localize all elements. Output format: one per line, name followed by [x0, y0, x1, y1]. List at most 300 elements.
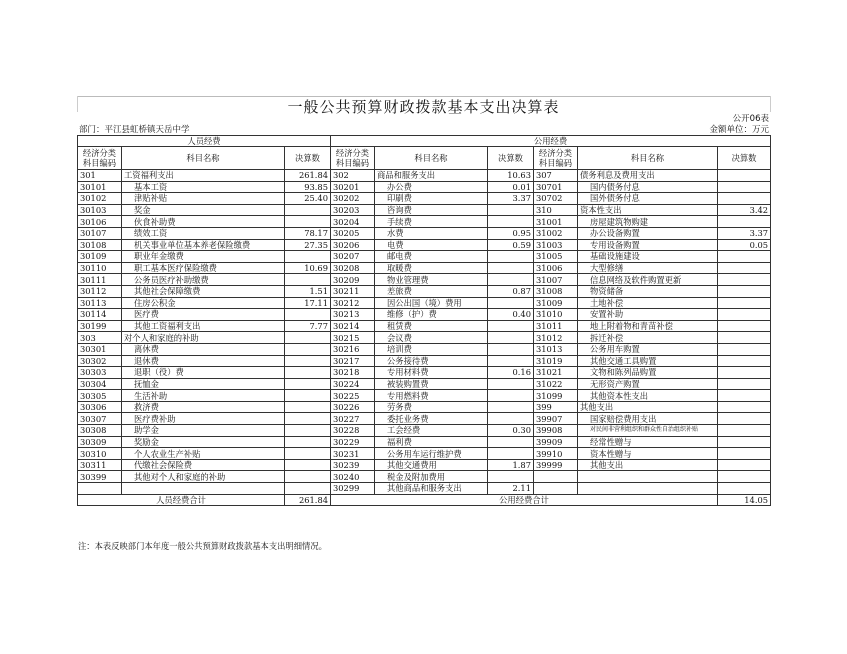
cell-amount: 1.51 [285, 285, 331, 297]
cell-name: 工资福利支出 [122, 170, 285, 182]
header-amount: 决算数 [285, 147, 331, 170]
cell-amount [718, 193, 771, 205]
cell-name: 对个人和家庭的补助 [122, 332, 285, 344]
cell-code: 30107 [78, 227, 122, 239]
table-row [78, 320, 771, 332]
cell-code: 30213 [331, 309, 375, 321]
cell-amount [488, 216, 534, 228]
cell-name: 债务利息及费用支出 [578, 170, 718, 182]
cell-name: 资本性赠与 [578, 448, 718, 460]
cell-code: 30227 [331, 413, 375, 425]
cell-code: 31001 [534, 216, 578, 228]
cell-code: 30307 [78, 413, 122, 425]
cell-code: 30311 [78, 459, 122, 471]
cell-code: 310 [534, 204, 578, 216]
cell-code: 30226 [331, 401, 375, 413]
cell-amount: 3.42 [718, 204, 771, 216]
cell-amount [488, 436, 534, 448]
cell-code: 30301 [78, 343, 122, 355]
cell-amount [718, 436, 771, 448]
cell-amount [285, 204, 331, 216]
cell-code: 30225 [331, 390, 375, 402]
cell-amount [488, 251, 534, 263]
cell-name: 国家赔偿费用支出 [578, 413, 718, 425]
cell-name: 住房公积金 [122, 297, 285, 309]
cell-name [578, 471, 718, 483]
cell-name: 信息网络及软件购置更新 [578, 274, 718, 286]
cell-name: 无形资产购置 [578, 378, 718, 390]
cell-name: 专用燃料费 [375, 390, 488, 402]
cell-code: 31002 [534, 227, 578, 239]
table-row [78, 262, 771, 274]
cell-code: 31021 [534, 367, 578, 379]
table-row [78, 297, 771, 309]
cell-name: 水费 [375, 227, 488, 239]
cell-name: 基本工资 [122, 181, 285, 193]
cell-code: 30199 [78, 320, 122, 332]
cell-amount [285, 483, 331, 495]
cell-amount [285, 378, 331, 390]
cell-name: 专用材料费 [375, 367, 488, 379]
cell-name: 离休费 [122, 343, 285, 355]
table-row [78, 332, 771, 344]
table-row [78, 401, 771, 413]
cell-amount [718, 425, 771, 437]
cell-name: 其他支出 [578, 401, 718, 413]
cell-code: 30111 [78, 274, 122, 286]
table-row [78, 483, 771, 495]
cell-name: 租赁费 [375, 320, 488, 332]
header-code: 经济分类 科目编码 [78, 147, 122, 170]
section-public: 公用经费 [331, 136, 771, 147]
cell-code: 30306 [78, 401, 122, 413]
cell-name: 医疗费 [122, 309, 285, 321]
cell-name: 会议费 [375, 332, 488, 344]
unit-label: 金额单位：万元 [709, 125, 769, 135]
cell-name: 国外债务付息 [578, 193, 718, 205]
cell-amount [488, 401, 534, 413]
cell-amount [488, 390, 534, 402]
cell-amount: 93.85 [285, 181, 331, 193]
cell-code: 30214 [331, 320, 375, 332]
header-amount: 决算数 [488, 147, 534, 170]
cell-name: 手续费 [375, 216, 488, 228]
page-title: 一般公共预算财政拨款基本支出决算表 [287, 98, 560, 116]
cell-name: 退职（役）费 [122, 367, 285, 379]
cell-code: 30212 [331, 297, 375, 309]
cell-name: 咨询费 [375, 204, 488, 216]
cell-amount [718, 343, 771, 355]
cell-code: 30110 [78, 262, 122, 274]
table-row [78, 378, 771, 390]
table-row [78, 471, 771, 483]
cell-name: 绩效工资 [122, 227, 285, 239]
cell-amount [718, 459, 771, 471]
cell-name: 基础设施建设 [578, 251, 718, 263]
table-row [78, 343, 771, 355]
cell-amount: 0.40 [488, 309, 534, 321]
cell-name: 专用设备购置 [578, 239, 718, 251]
cell-name: 津贴补贴 [122, 193, 285, 205]
table-row [78, 181, 771, 193]
cell-amount [718, 483, 771, 495]
grid-line [770, 96, 771, 112]
cell-name: 福利费 [375, 436, 488, 448]
cell-amount: 25.40 [285, 193, 331, 205]
cell-code: 31011 [534, 320, 578, 332]
cell-code: 31006 [534, 262, 578, 274]
cell-amount [718, 413, 771, 425]
header-amount: 决算数 [718, 147, 771, 170]
cell-amount [488, 320, 534, 332]
cell-code: 30310 [78, 448, 122, 460]
cell-code: 30302 [78, 355, 122, 367]
table-row [78, 425, 771, 437]
cell-amount [488, 413, 534, 425]
cell-code: 31019 [534, 355, 578, 367]
cell-code: 30112 [78, 285, 122, 297]
public-total-label: 公用经费合计 [331, 494, 718, 506]
cell-name: 奖金 [122, 204, 285, 216]
table-row [78, 448, 771, 460]
cell-amount [718, 401, 771, 413]
cell-code: 30103 [78, 204, 122, 216]
cell-name: 伙食补助费 [122, 216, 285, 228]
cell-amount [285, 274, 331, 286]
cell-amount [285, 251, 331, 263]
personnel-total-label: 人员经费合计 [78, 494, 285, 506]
cell-code: 31007 [534, 274, 578, 286]
cell-code: 30102 [78, 193, 122, 205]
table-row [78, 413, 771, 425]
cell-name: 土地补偿 [578, 297, 718, 309]
cell-code: 30106 [78, 216, 122, 228]
cell-name: 公务接待费 [375, 355, 488, 367]
cell-name: 其他社会保障缴费 [122, 285, 285, 297]
cell-code: 30216 [331, 343, 375, 355]
table-row [78, 459, 771, 471]
table-row [78, 390, 771, 402]
cell-code: 30114 [78, 309, 122, 321]
cell-amount: 78.17 [285, 227, 331, 239]
cell-name: 机关事业单位基本养老保险缴费 [122, 239, 285, 251]
cell-name: 其他支出 [578, 459, 718, 471]
cell-amount [718, 448, 771, 460]
cell-code: 30299 [331, 483, 375, 495]
cell-code [78, 483, 122, 495]
cell-name: 其他资本性支出 [578, 390, 718, 402]
cell-name: 印刷费 [375, 193, 488, 205]
cell-code: 31005 [534, 251, 578, 263]
cell-name [122, 483, 285, 495]
cell-code: 31022 [534, 378, 578, 390]
cell-code: 30303 [78, 367, 122, 379]
cell-code: 30109 [78, 251, 122, 263]
cell-name: 其他交通工具购置 [578, 355, 718, 367]
cell-name: 房屋建筑物购建 [578, 216, 718, 228]
cell-amount [718, 181, 771, 193]
cell-name: 医疗费补助 [122, 413, 285, 425]
cell-name: 经常性赠与 [578, 436, 718, 448]
cell-amount [285, 355, 331, 367]
cell-amount: 10.63 [488, 170, 534, 182]
cell-amount: 3.37 [718, 227, 771, 239]
cell-code: 30101 [78, 181, 122, 193]
cell-code: 30308 [78, 425, 122, 437]
top-border [77, 96, 770, 97]
cell-name: 商品和服务支出 [375, 170, 488, 182]
cell-amount: 1.87 [488, 459, 534, 471]
cell-amount [718, 471, 771, 483]
cell-name: 退休费 [122, 355, 285, 367]
cell-amount [488, 343, 534, 355]
cell-amount [488, 355, 534, 367]
cell-code: 30205 [331, 227, 375, 239]
cell-code: 30203 [331, 204, 375, 216]
cell-amount [285, 390, 331, 402]
cell-amount [285, 425, 331, 437]
table-row [78, 285, 771, 297]
footnote: 注：本表反映部门本年度一般公共预算财政拨款基本支出明细情况。 [78, 541, 327, 551]
table-row [78, 251, 771, 263]
cell-name: 公务用车运行维护费 [375, 448, 488, 460]
header-name: 科目名称 [375, 147, 488, 170]
cell-name: 抚恤金 [122, 378, 285, 390]
cell-amount [488, 332, 534, 344]
cell-code: 31003 [534, 239, 578, 251]
cell-name: 文物和陈列品购置 [578, 367, 718, 379]
cell-amount [718, 274, 771, 286]
cell-amount: 0.95 [488, 227, 534, 239]
cell-name: 税金及附加费用 [375, 471, 488, 483]
cell-code: 30206 [331, 239, 375, 251]
cell-name: 取暖费 [375, 262, 488, 274]
cell-name: 其他交通费用 [375, 459, 488, 471]
cell-name: 劳务费 [375, 401, 488, 413]
table-row [78, 227, 771, 239]
cell-amount [285, 367, 331, 379]
cell-amount [285, 436, 331, 448]
cell-code: 30304 [78, 378, 122, 390]
table-row [78, 193, 771, 205]
table-row [78, 355, 771, 367]
cell-code: 30228 [331, 425, 375, 437]
cell-code: 30201 [331, 181, 375, 193]
table-row [78, 367, 771, 379]
cell-name: 办公设备购置 [578, 227, 718, 239]
cell-amount [488, 448, 534, 460]
cell-name: 职业年金缴费 [122, 251, 285, 263]
table-row [78, 216, 771, 228]
cell-amount [285, 332, 331, 344]
cell-amount [718, 297, 771, 309]
cell-name: 维修（护）费 [375, 309, 488, 321]
cell-name: 安置补助 [578, 309, 718, 321]
cell-amount [718, 378, 771, 390]
cell-name: 资本性支出 [578, 204, 718, 216]
personnel-total-value: 261.84 [285, 494, 331, 506]
cell-amount [285, 448, 331, 460]
cell-amount [718, 251, 771, 263]
cell-amount: 2.11 [488, 483, 534, 495]
cell-code: 30209 [331, 274, 375, 286]
cell-name: 拆迁补偿 [578, 332, 718, 344]
table-code: 公开06表 [732, 114, 769, 124]
cell-code: 30229 [331, 436, 375, 448]
cell-code [534, 483, 578, 495]
cell-code: 30113 [78, 297, 122, 309]
table-row [78, 204, 771, 216]
cell-name: 助学金 [122, 425, 285, 437]
cell-code: 30239 [331, 459, 375, 471]
cell-amount [285, 401, 331, 413]
cell-name: 差旅费 [375, 285, 488, 297]
table-row [78, 239, 771, 251]
cell-code: 399 [534, 401, 578, 413]
cell-code: 30399 [78, 471, 122, 483]
cell-amount: 0.59 [488, 239, 534, 251]
cell-amount [718, 216, 771, 228]
cell-name: 电费 [375, 239, 488, 251]
cell-amount [488, 297, 534, 309]
cell-code: 30309 [78, 436, 122, 448]
cell-amount [285, 471, 331, 483]
cell-name: 委托业务费 [375, 413, 488, 425]
cell-name: 对民间非营利组织和群众性自治组织补贴 [578, 425, 718, 437]
cell-code: 30217 [331, 355, 375, 367]
cell-name: 物业管理费 [375, 274, 488, 286]
cell-amount: 27.35 [285, 239, 331, 251]
cell-amount: 0.16 [488, 367, 534, 379]
cell-code: 30204 [331, 216, 375, 228]
cell-name: 生活补助 [122, 390, 285, 402]
cell-name: 物资储备 [578, 285, 718, 297]
cell-name: 地上附着物和青苗补偿 [578, 320, 718, 332]
cell-amount [488, 204, 534, 216]
cell-name: 职工基本医疗保险缴费 [122, 262, 285, 274]
cell-code: 39907 [534, 413, 578, 425]
cell-name [578, 483, 718, 495]
public-total-value: 14.05 [718, 494, 771, 506]
cell-amount: 10.69 [285, 262, 331, 274]
cell-code: 30240 [331, 471, 375, 483]
header-name: 科目名称 [122, 147, 285, 170]
cell-name: 培训费 [375, 343, 488, 355]
cell-amount [285, 309, 331, 321]
cell-code [534, 471, 578, 483]
cell-amount: 0.01 [488, 181, 534, 193]
cell-code: 31013 [534, 343, 578, 355]
cell-code: 307 [534, 170, 578, 182]
cell-amount [488, 274, 534, 286]
cell-name: 奖励金 [122, 436, 285, 448]
cell-code: 30215 [331, 332, 375, 344]
cell-code: 39910 [534, 448, 578, 460]
table-row [78, 309, 771, 321]
cell-amount [718, 262, 771, 274]
cell-name: 大型修缮 [578, 262, 718, 274]
department-label: 部门：平江县虹桥镇天岳中学 [79, 125, 190, 135]
table-row [78, 436, 771, 448]
cell-amount [718, 355, 771, 367]
cell-code: 30211 [331, 285, 375, 297]
cell-amount [488, 471, 534, 483]
cell-name: 工会经费 [375, 425, 488, 437]
cell-code: 302 [331, 170, 375, 182]
cell-amount: 7.77 [285, 320, 331, 332]
cell-amount [488, 262, 534, 274]
cell-amount [718, 332, 771, 344]
cell-name: 其他工资福利支出 [122, 320, 285, 332]
section-personnel: 人员经费 [78, 136, 331, 147]
header-code: 经济分类 科目编码 [534, 147, 578, 170]
cell-amount [718, 320, 771, 332]
cell-code: 39999 [534, 459, 578, 471]
cell-code: 39909 [534, 436, 578, 448]
cell-amount [488, 378, 534, 390]
cell-amount: 0.30 [488, 425, 534, 437]
cell-amount [285, 216, 331, 228]
cell-amount [718, 367, 771, 379]
cell-amount [285, 413, 331, 425]
cell-name: 其他商品和服务支出 [375, 483, 488, 495]
table-row [78, 274, 771, 286]
cell-code: 30202 [331, 193, 375, 205]
cell-amount [285, 459, 331, 471]
cell-amount: 261.84 [285, 170, 331, 182]
cell-amount: 17.11 [285, 297, 331, 309]
cell-code: 31012 [534, 332, 578, 344]
cell-amount [718, 390, 771, 402]
cell-name: 因公出国（境）费用 [375, 297, 488, 309]
cell-name: 办公费 [375, 181, 488, 193]
cell-code: 39908 [534, 425, 578, 437]
cell-code: 30207 [331, 251, 375, 263]
cell-code: 303 [78, 332, 122, 344]
cell-code: 30231 [331, 448, 375, 460]
cell-code: 30701 [534, 181, 578, 193]
cell-code: 30218 [331, 367, 375, 379]
cell-code: 30208 [331, 262, 375, 274]
cell-amount [718, 170, 771, 182]
cell-amount [285, 343, 331, 355]
cell-code: 30224 [331, 378, 375, 390]
cell-amount [718, 285, 771, 297]
header-code: 经济分类 科目编码 [331, 147, 375, 170]
cell-name: 公务员医疗补助缴费 [122, 274, 285, 286]
cell-name: 代缴社会保险费 [122, 459, 285, 471]
cell-amount: 0.05 [718, 239, 771, 251]
cell-code: 31010 [534, 309, 578, 321]
cell-name: 国内债务付息 [578, 181, 718, 193]
cell-name: 公务用车购置 [578, 343, 718, 355]
cell-code: 30702 [534, 193, 578, 205]
cell-name: 个人农业生产补贴 [122, 448, 285, 460]
cell-amount: 3.37 [488, 193, 534, 205]
cell-name: 被装购置费 [375, 378, 488, 390]
cell-code: 301 [78, 170, 122, 182]
cell-code: 31008 [534, 285, 578, 297]
cell-code: 31009 [534, 297, 578, 309]
cell-code: 31099 [534, 390, 578, 402]
cell-amount [718, 309, 771, 321]
cell-name: 其他对个人和家庭的补助 [122, 471, 285, 483]
header-name: 科目名称 [578, 147, 718, 170]
cell-name: 救济费 [122, 401, 285, 413]
table-row [78, 170, 771, 182]
cell-amount: 0.87 [488, 285, 534, 297]
cell-code: 30305 [78, 390, 122, 402]
